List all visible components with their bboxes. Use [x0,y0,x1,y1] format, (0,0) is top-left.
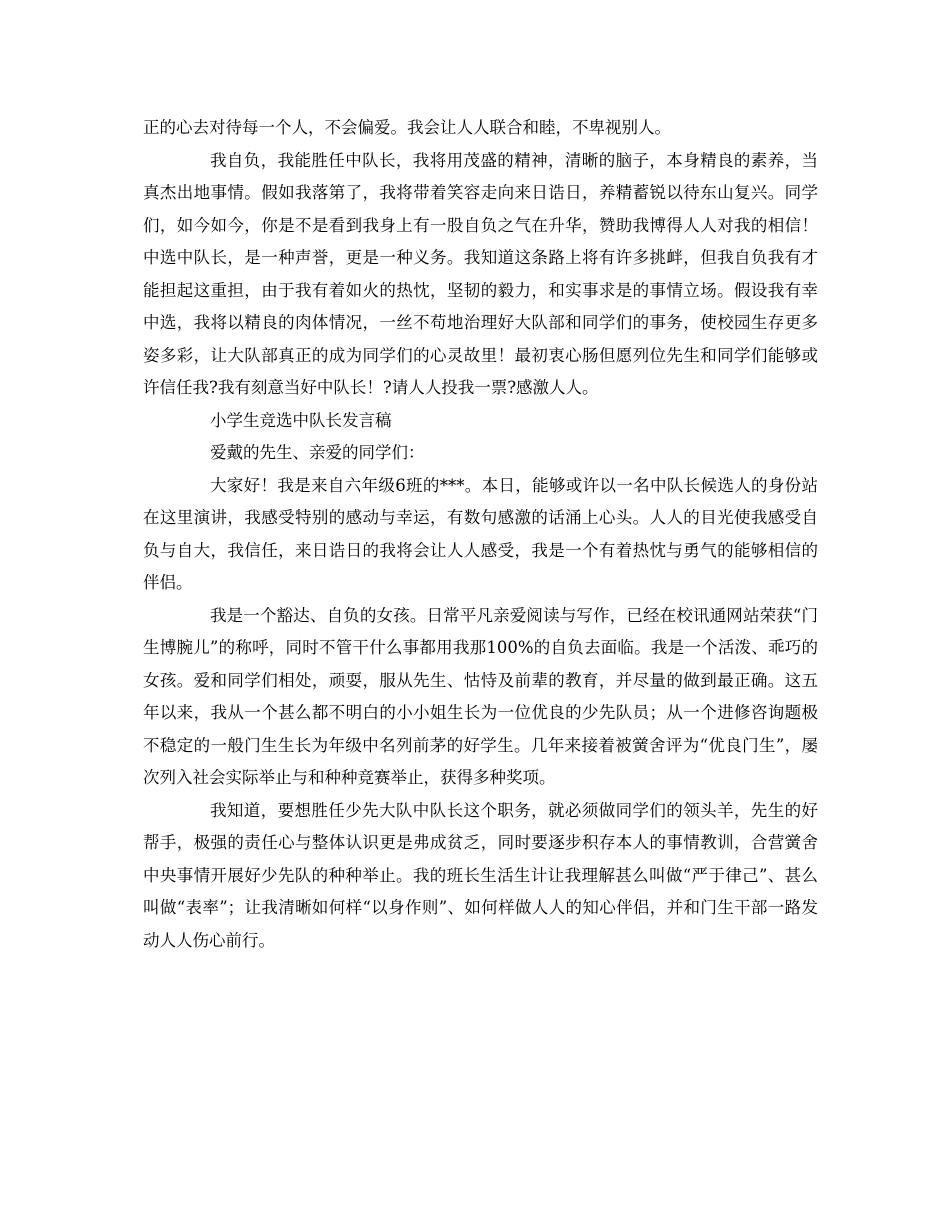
paragraph-4: 我是一个豁达、自负的女孩。日常平凡亲爱阅读与写作，已经在校讯通网站荣获“门生博腕儿”的称呼，同时不管干什么事都用我那100%的自负去面临。我是一个活泼、乖巧的女孩。爱和同学们相处，顽耍，服从先生、怙恃及前辈的教育，并尽量的做到最正确。这五年以来，我从一个甚么都不明白的小小姐生长为一位优良的少先队员；从一个进修咨询题极不稳定的一般门生生长为年级中名列前茅的好学生。几年来接着被黉舍评为“优良门生”，屡次列入社会实际举止与和种种竞赛举止，获得多种奖项。 [143,605,818,787]
paragraph-5: 我知道，要想胜任少先大队中队长这个职务，就必须做同学们的领头羊，先生的好帮手，极强的责任心与整体认识更是弗成贫乏，同时要逐步积存本人的事情教训，合营黉舍中央事情开展好少先队的种种举止。我的班长生活生计让我理解甚么叫做“严于律己”、甚么叫做“表率”；让我清晰如何样“以身作则”、如何样做人人的知心伴侣，并和门生干部一路发动人人伤心前行。 [143,800,818,950]
paragraph-2: 我自负，我能胜任中队长，我将用茂盛的精神，清晰的脑子，本身精良的素养，当真杰出地事情。假如我落第了，我将带着笑容走向来日诰日，养精蓄锐以待东山复兴。同学们，如今如今，你是不是看到我身上有一股自负之气在升华，赞助我博得人人对我的相信！中选中队长，是一种声誉，更是一种义务。我知道这条路上将有许多挑衅，但我自负我有才能担起这重担，由于我有着如火的热忱，坚韧的毅力，和实事求是的事情立场。假设我有幸中选，我将以精良的肉体情况，一丝不苟地治理好大队部和同学们的事务，使校园生存更多姿多彩，让大队部真正的成为同学们的心灵故里！最初衷心肠但愿列位先生和同学们能够或许信任我?我有刻意当好中队长！?请人人投我一票?感激人人。 [143,150,818,397]
document-body [143,112,818,957]
paragraph-1: 正的心去对待每一个人，不会偏爱。我会让人人联合和睦，不卑视别人。 [143,118,671,137]
paragraph-3: 大家好！我是来自六年级6班的***。本日，能够或许以一名中队长候选人的身份站在这里演讲，我感受特别的感动与幸运，有数句感激的话涌上心头。人人的目光使我感受自负与自大，我信任，来日诰日的我将会让人人感受，我是一个有着热忱与勇气的能够相信的伴侣。 [143,475,818,592]
speech-title: 小学生竞选中队长发言稿 [210,410,392,430]
salutation: 爱戴的先生、亲爱的同学们： [210,443,425,462]
